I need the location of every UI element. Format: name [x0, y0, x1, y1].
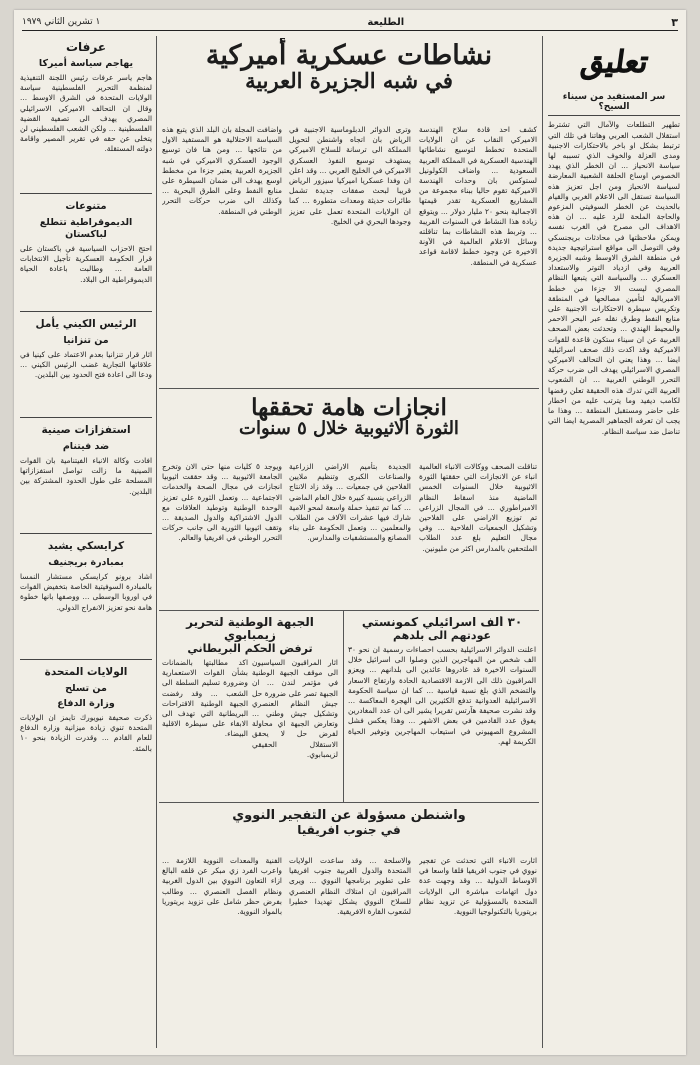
israel-article	[348, 616, 536, 798]
israel-headline-main: ٣٠ ألف اسرائيلي كمونستي	[361, 616, 523, 629]
column-rule	[542, 36, 543, 1048]
gulf-headline-block	[162, 38, 536, 118]
ethiopia-headline-sub: الثورة الاثيوبية خلال ٥ سنوات	[239, 418, 459, 440]
section-rule	[159, 610, 539, 611]
page-header	[22, 14, 678, 31]
brief-kenya-subtitle: من تنزانيا	[63, 335, 109, 346]
brief-pakistan-body: احتج الاحزاب السياسية في باكستان على قرار الحكومة العسكرية تأجيل الانتخابات العامة ... وطالبت باعادة الحياة الديموقراطية الى البلاد.	[20, 244, 152, 284]
zimbabwe-col-b: اثار المراقبون السياسيون الى موقف الجبهة الوطنية في مؤتمر لندن ... ان الجبهة تصر على ضرورة حل جيش النظام العنصري وتشكيل جيش وطني ... وتعارض الجبهة اي محاولة لفرض حل لا يحقق الاستقلال الحقيقي لزيمبابوي.	[252, 658, 338, 759]
nuclear-headline-sub: في جنوب افريقيا	[297, 823, 401, 837]
commentary-subtitle: سر المستفيد من سيناء السيح؟	[548, 90, 680, 116]
nuclear-col-a: اثارت الانباء التي تحدثت عن تفجير نووي في جنوب افريقيا قلقا واسعا في الاوساط الدولية ... وقد وجهت عدة دول اتهامات مباشرة الى الولايات المتحدة بالمسؤولية عن تزويد نظام بريتوريا بالتكنولوجيا النووية.	[419, 856, 537, 917]
commentary-body: تطهير التطلعات والآمال التي تشترط استقلال الشعب العربي وهاتنا في تلك التي ترتبط بشكل او باخر بالاحتكارات الاجنبية ومدى العزلة والخوف الذي تسببه لها سياسة الانحياز ... ان الخطر الذي يهدد الخصوص اوساع الحلقة الشعبية المعارضة لسياسة الانحياز ومن اجل تعزيز هذه السياسة تستقل الى الاعلام الغربي والقيام بالحديث عن الخطر السوفيتي المزعوم والحاجة الملحة للرد عليه ... ان هذه الاهداف الى مصرح في الغرب نفسه ويمكن ملاحظتها في محادثات بريجنسكي وفي التوصل الى مواقع استراتيجية جديدة في منطقة الشرق الاوسط وشبه الجزيرة العربية وفي ازدياد التوتر والاستعداد العسكري ... والسياسة التي يتبعها النظام المصري ليست الا جزءا من خطط الامبريالية لتأمين مصالحها في المنطقة وتكريس سيطرة الاحتكارات الاجنبية على منابع النفط وطرق نقله عبر البحر الاحمر والمحيط الهندي ... وتحدثت بعض الصحف الغربية عن ان سيناء ستكون قاعدة للقوات الاميركية وقد اكدت ذلك صحف اسرائيلية ايضا ... وهذا يعني ان التحالف الاميركي المصري الاسرائيلي يهدف الى ضرب حركة التحرر الوطني العربية ... ان الشعوب العربية التي تدرك هذه الحقيقة تعلن رفضها لكامب ديفيد وما يترتب عليه من اخطار على حاضر ومستقبل المنطقة ... وهذا ما يجب ان تعرفه الجماهير المصرية ايضا التي تناضل ضد سياسة النظام.	[548, 120, 680, 436]
nuclear-headline-block	[162, 808, 536, 852]
nuclear-headline-main: واشنطن مسؤولة عن التفجير النووي	[232, 808, 466, 823]
brief-china-subtitle: ضد فيتنام	[62, 441, 110, 452]
brief-kreisky-body: اشاد برونو كرايسكي مستشار النمسا بالمبادرة السوفيتية الخاصة بتخفيض القوات في اوروبا الوسطى ... ووصفها بانها خطوة هامة نحو تعزيز الانفراج الدولي.	[20, 572, 152, 612]
brief-kreisky-subtitle: بمبادرة بريجنيف	[48, 557, 124, 568]
brief-kreisky-title: كرايسكي يشيد	[47, 540, 125, 552]
brief-usa-subtitle: من تسلح	[65, 683, 107, 694]
gulf-col-b: وترى الدوائر الدبلوماسية الاجنبية في الرياض بان اتجاه واشنطن لتحويل المملكة الى ترسانة للسلاح الاميركي يستهدف توسيع النفوذ العسكري الاميركي في الخليج العربي ... وقد اعلن ان وفدا عسكريا اميركيا سيزور الرياض قريبا لبحث صفقات جديدة تشمل طائرات حديثة ومعدات متطورة ... كما ان الولايات المتحدة تعمل على تعزيز وجودها البحري في الخليج.	[289, 125, 411, 226]
ethiopia-col-b: الجديدة بتأميم الاراضي الزراعية والصناعات الكبرى وتنظيم ملايين الفلاحين في جمعيات ... وقد زاد الانتاج الزراعي بنسبة كبيرة خلال العام الماضي ... كما تم تنفيذ حملة واسعة لمحو الامية شارك فيها عشرات الآلاف من الطلاب والمعلمين ... وتعمل الحكومة على بناء المصانع والمستشفيات والمدارس.	[289, 462, 411, 543]
gulf-col-a: كشف احد قادة سلاح الهندسة الاميركي النقاب عن ان الولايات المتحدة تخطط لتوسيع نشاطاتها الهندسية العسكرية في المملكة العربية السعودية ... واضاف الكولونيل لستوكس بان وحدات الهندسة الاميركية تقوم حاليا ببناء مجموعة من المشاريع العسكرية تقدر قيمتها الاجمالية بنحو ٢٠ مليار دولار ... ويتوقع زيادة هذا النشاط في السنوات القريبة ... وتربط هذه النشاطات بما تناقلته وسائل الاعلام العالمية في الآونة الاخيرة عن وجود خطط لاقامة قواعد عسكرية في المنطقة.	[419, 125, 537, 267]
brief-usa-title: الولايات المتحدة	[44, 666, 128, 678]
brief-kenya-title: الرئيس الكيني يأمل	[35, 318, 137, 330]
column-rule	[343, 610, 344, 802]
commentary-logo: تعليق	[578, 44, 650, 80]
brief-arafat-body: هاجم ياسر عرفات رئيس اللجنة التنفيذية لمنظمة التحرير الفلسطينية سياسة الولايات المتحدة في الشرق الاوسط ... وقال ان التحالف الاميركي الاسرائيلي المصري يهدف الى تصفية القضية الفلسطينية ... ولكن الشعب الفلسطيني لن يتخلى عن حقه في تقرير المصير واقامة دولته المستقلة.	[20, 73, 152, 154]
ethiopia-headline-block	[162, 394, 536, 456]
column-rule	[156, 36, 157, 1048]
section-rule	[159, 388, 539, 389]
nuclear-col-c: الفنية والمعدات النووية اللازمة ... واعرب الفرد زي مبكر عن قلقه البالغ ازاء التعاون النووي بين الدول الغربية ونظام الفصل العنصري ... وطالب بفرض حظر شامل على تزويد بريتوريا بالمواد النووية.	[162, 856, 282, 917]
issue-date: ١ تشرين الثاني ١٩٧٩	[22, 17, 101, 27]
israel-headline-sub: عودتهم الى بلدهم	[393, 629, 491, 642]
brief-usa-subtitle-2: وزارة الدفاع	[57, 698, 115, 709]
brief-usa-body: ذكرت صحيفة نيويورك تايمز ان الولايات المتحدة تنوي زيادة ميزانية وزارة الدفاع للعام القادم ... وقدرت الزيادة بنحو ١٠ بالمئة.	[20, 713, 152, 753]
israel-body: اعلنت الدوائر الاسرائيلية بحسب احصاءات رسمية ان نحو ٣٠ الف شخص من المهاجرين الذين وصلوا الى اسرائيل خلال السنوات الاخيرة قد غادروها عائدين الى بلدانهم ... ويعزو المراقبون ذلك الى الازمة الاقتصادية الحادة وارتفاع الاسعار والتضخم الذي بلغ نسبة قياسية ... كما ان سياسة الحكومة الاسرائيلية العدوانية تدفع الكثيرين الى الهجرة المعاكسة ... وقد نشرت صحيفة هآرتس تقريرا يشير الى ان عدد المغادرين يفوق عدد القادمين في بعض الاشهر ... وهذا يعكس فشل المشروع الصهيوني في استيعاب المهاجرين وتوفير الحياة الكريمة لهم.	[348, 645, 536, 746]
zimbabwe-article	[162, 616, 338, 798]
brief-arafat-title: عرفات	[65, 40, 107, 54]
ethiopia-headline-main: انجازات هامة تحققها	[251, 394, 447, 421]
brief-arafat-subtitle: يهاجم سياسة أميركا	[38, 58, 134, 69]
brief-pakistan-subtitle: الديموقراطية تتطلع لباكستان	[39, 217, 133, 240]
gulf-headline-main: نشاطات عسكرية أميركية	[205, 40, 493, 71]
gulf-col-c: واضافت المجلة بان البلد الذي يتبع هذه السياسة الاحتلالية هو المستفيد الاول من نتائجها ... ومن هنا فان توسيع الوجود العسكري الاميركي في شبه الجزيرة العربية يعتبر جزءا من مخطط اوسع يهدف الى ضمان السيطرة على منابع النفط وعلى الطرق البحرية ... وكذلك الى ضرب حركات التحرر الوطني في المنطقة.	[162, 125, 282, 216]
newspaper-name: الطليعة	[367, 16, 405, 28]
brief-misc-title: متنوعات	[65, 201, 107, 212]
zimbabwe-col-a: اكد مطالبتها بالضمانات بشأن القوات الاستعمارية وضرورة تسليم السلطة الى الشعب ... وقد رفضت الجبهة الوطنية الاقتراحات البريطانية التي تهدف الى الابقاء على سيطرة الاقلية البيضاء.	[162, 658, 248, 739]
brief-kenya-body: اثار قرار تنزانيا بعدم الاعتماد على كينيا في علاقاتها التجارية غضب الرئيس الكيني ... ودعا الى اعادة فتح الحدود بين البلدين.	[20, 350, 152, 380]
newspaper-page	[14, 10, 686, 1055]
nuclear-col-b: والاسلحة ... وقد ساعدت الولايات المتحدة والدول الغربية جنوب افريقيا على تطوير برنامجها النووي ... ويرى المراقبون ان امتلاك النظام العنصري للسلاح النووي يشكل تهديدا خطيرا لشعوب القارة الافريقية.	[289, 856, 411, 917]
brief-china-title: استفزازات صينية	[41, 424, 131, 436]
brief-china-body: افادت وكالة الانباء الفيتنامية بان القوات الصينية ما زالت تواصل استفزازاتها المسلحة على طول الحدود المشتركة بين البلدين.	[20, 456, 152, 496]
section-rule	[159, 802, 539, 803]
page-number: ٣	[671, 15, 678, 29]
ethiopia-col-a: تناقلت الصحف ووكالات الانباء العالمية انباء عن الانجازات التي حققتها الثورة الاثيوبية خلال السنوات الخمس الماضية منذ اسقاط النظام الامبراطوري ... في المجال الزراعي تم توزيع الاراضي على الفلاحين وتشكيل الجمعيات الفلاحية ... وفي مجال التعليم بلغ عدد الطلاب الملتحقين بالمدارس اكثر من مليونين.	[419, 462, 537, 553]
zimbabwe-headline-main: الجبهة الوطنية لتحرير زيمبابوي	[186, 616, 314, 642]
zimbabwe-headline-sub: ترفض الحكم البريطاني	[187, 642, 313, 655]
ethiopia-col-c: ويوجد ٥ كليات منها حتى الان وتخرج الجامعة الاثيوبية ... وقد حققت اثيوبيا انجازات في مجال الصحة والخدمات الاجتماعية ... وتعمل الثورة على تعزيز الوحدة الوطنية وتوطيد العلاقات مع الدول الاشتراكية والدول الصديقة ... وتقف اثيوبيا الثورية الى جانب حركات التحرر الوطني في افريقيا والعالم.	[162, 462, 282, 543]
briefs-sidebar	[20, 36, 152, 1048]
commentary-column	[548, 36, 680, 1048]
gulf-headline-sub: في شبه الجزيرة العربية	[245, 68, 453, 94]
